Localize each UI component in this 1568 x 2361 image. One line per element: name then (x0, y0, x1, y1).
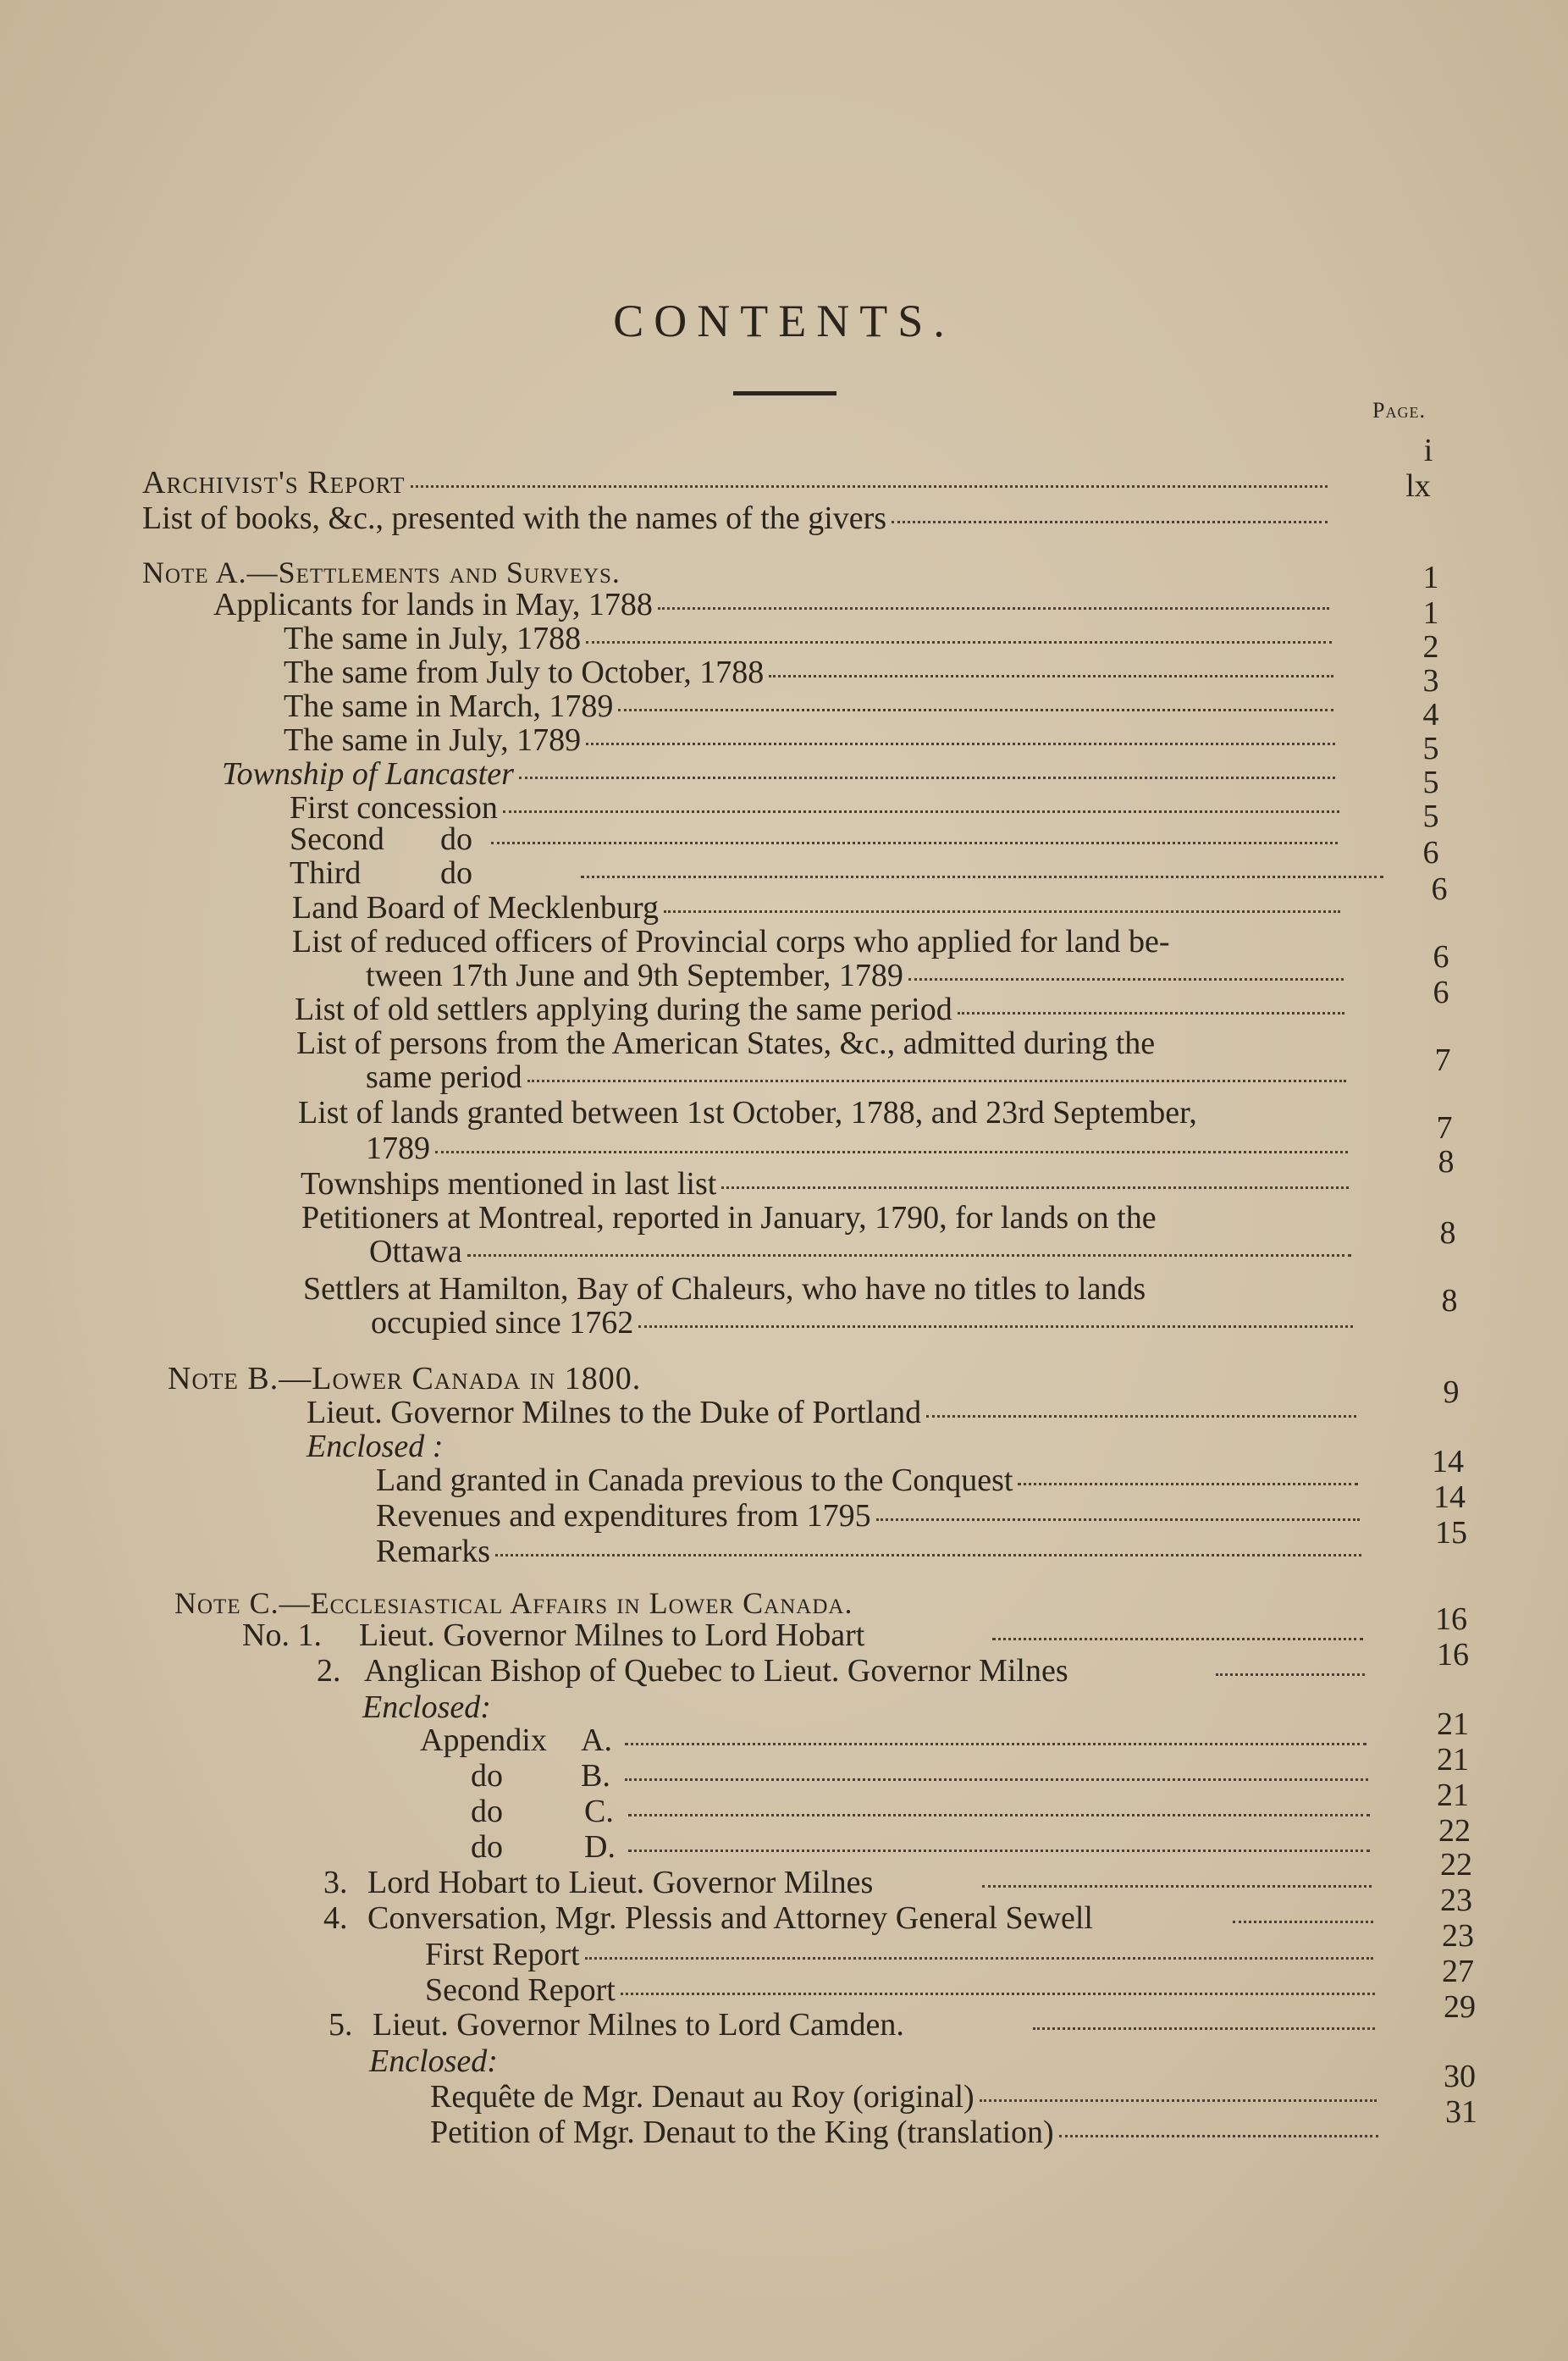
entry-label: Revenues and expenditures from 1795 (376, 1498, 871, 1534)
page-number: 2 (1422, 629, 1439, 665)
enclosed-label: Enclosed: (362, 1689, 491, 1725)
entry-number: 5. (329, 2007, 353, 2043)
entry-label: Requête de Mgr. Denaut au Roy (original) (430, 2079, 974, 2115)
entry-label: Third (290, 855, 362, 891)
toc-entry[interactable] (284, 654, 1333, 691)
toc-entry[interactable] (213, 586, 1329, 623)
toc-entry[interactable] (366, 1059, 1346, 1096)
entry-number: 3. (323, 1865, 348, 1900)
leader-dots (586, 743, 1335, 745)
ditto-mark: do (471, 1829, 503, 1865)
toc-entry[interactable] (222, 755, 1335, 793)
enclosed-label: Enclosed : (306, 1429, 444, 1464)
page-number: 3 (1422, 663, 1439, 699)
leader-dots (1033, 2027, 1375, 2030)
page-number: 16 (1437, 1637, 1469, 1673)
entry-label: Anglican Bishop of Quebec to Lieut. Governor Milnes (364, 1653, 1068, 1689)
page-number: 21 (1437, 1778, 1469, 1813)
toc-entry-archivist-report[interactable] (142, 464, 1328, 501)
entry-label: List of books, &c., presented with the names of the givers (142, 500, 887, 536)
toc-entry-line: Petitioners at Montreal, reported in January, 1790, for lands on the (301, 1200, 1157, 1236)
toc-entry[interactable] (376, 1462, 1358, 1499)
leader-dots (658, 607, 1329, 610)
page-number: 14 (1432, 1444, 1464, 1479)
leader-dots (876, 1518, 1360, 1521)
page-number: 16 (1435, 1601, 1467, 1637)
entry-label: Conversation, Mgr. Plessis and Attorney General Sewell (367, 1900, 1093, 1936)
leader-dots (628, 1850, 1370, 1852)
page-number: 1 (1422, 595, 1439, 631)
page-number: 22 (1438, 1813, 1471, 1849)
toc-entry[interactable] (284, 688, 1333, 725)
entry-label: Land Board of Mecklenburg (292, 890, 660, 926)
entry-label: Lieut. Governor Milnes to the Duke of Portland (306, 1395, 922, 1430)
entry-label: Second Report (425, 1972, 616, 2008)
page-number: 7 (1434, 1042, 1451, 1078)
page-number: i (1423, 433, 1433, 468)
leader-dots (495, 1554, 1361, 1556)
entry-label: Remarks (376, 1534, 491, 1569)
page-number: 27 (1442, 1954, 1474, 1989)
page-number: 22 (1440, 1847, 1472, 1883)
leader-dots (638, 1325, 1353, 1328)
toc-entry[interactable] (430, 2078, 1377, 2115)
entry-label: Ottawa (369, 1234, 462, 1269)
entry-label: List of old settlers applying during the same period (295, 992, 952, 1027)
ditto-mark: do (440, 855, 472, 891)
entry-label: Applicants for lands in May, 1788 (213, 587, 653, 622)
leader-dots (664, 910, 1340, 913)
page-number: 5 (1422, 731, 1439, 766)
toc-entry-line: List of persons from the American States, &c., admitted during the (296, 1026, 1156, 1061)
entry-number: 2. (317, 1653, 341, 1689)
page-number: 8 (1439, 1215, 1456, 1251)
toc-entry-line: Settlers at Hamilton, Bay of Chaleurs, who have no titles to lands (303, 1271, 1146, 1307)
entry-label: Archivist's Report (142, 465, 406, 500)
ditto-mark: do (471, 1758, 503, 1794)
leader-dots (581, 876, 1383, 878)
page-column-heading: Page. (1372, 398, 1426, 423)
toc-entry-list-books[interactable] (142, 500, 1328, 537)
page-number: 6 (1433, 975, 1449, 1010)
entry-label: The same from July to October, 1788 (284, 655, 765, 690)
toc-entry[interactable] (425, 1971, 1375, 2009)
entry-label: Petition of Mgr. Denaut to the King (translation) (430, 2115, 1054, 2150)
toc-entry[interactable] (284, 620, 1332, 657)
section-heading-note-b: Note B.—Lower Canada in 1800. (168, 1361, 642, 1396)
entry-label: Township of Lancaster (222, 756, 514, 792)
toc-entry-line: List of lands granted between 1st October, 1788, and 23rd September, (298, 1095, 1197, 1131)
leader-dots (628, 1814, 1370, 1816)
leader-dots (908, 978, 1344, 981)
leader-dots (982, 1885, 1372, 1888)
entry-label: same period (366, 1059, 522, 1095)
toc-entry[interactable] (366, 1130, 1348, 1167)
page-number: 4 (1422, 697, 1439, 733)
leader-dots (585, 1957, 1373, 1960)
toc-entry[interactable] (371, 1304, 1353, 1341)
entry-label: First concession (290, 790, 498, 826)
ditto-mark: do (471, 1794, 503, 1829)
toc-entry[interactable] (369, 1233, 1351, 1270)
entry-label: occupied since 1762 (371, 1305, 634, 1341)
toc-entry[interactable] (306, 1394, 1356, 1431)
entry-label: Land granted in Canada previous to the Conquest (376, 1462, 1013, 1498)
toc-entry[interactable] (284, 722, 1335, 759)
enclosed-label: Enclosed: (369, 2043, 498, 2079)
leader-dots (467, 1254, 1351, 1257)
leader-dots (527, 1080, 1346, 1082)
page-number: 5 (1422, 799, 1439, 834)
toc-entry[interactable] (376, 1533, 1361, 1570)
leader-dots (491, 842, 1338, 844)
leader-dots (435, 1151, 1348, 1153)
leader-dots (958, 1012, 1344, 1015)
page-number: lx (1405, 468, 1431, 504)
leader-dots (1059, 2135, 1378, 2137)
toc-entry[interactable] (376, 1497, 1360, 1534)
entry-label: The same in July, 1789 (284, 722, 582, 758)
leader-dots (992, 1638, 1363, 1640)
toc-entry[interactable] (292, 889, 1340, 926)
leader-dots (721, 1186, 1349, 1189)
toc-entry[interactable] (366, 957, 1344, 994)
page-number: 8 (1438, 1144, 1455, 1180)
entry-label: The same in July, 1788 (284, 621, 582, 656)
toc-entry[interactable] (430, 2114, 1378, 2151)
entry-label: Townships mentioned in last list (301, 1166, 717, 1202)
section-heading-note-a: Note A.—Settlements and Surveys. (142, 556, 621, 589)
entry-label: Appendix (420, 1722, 547, 1758)
page-number: 23 (1442, 1918, 1474, 1954)
entry-label: tween 17th June and 9th September, 1789 (366, 958, 903, 993)
entry-number: No. 1. (242, 1617, 322, 1653)
appendix-letter: A. (581, 1722, 612, 1758)
entry-label: Lieut. Governor Milnes to Lord Hobart (359, 1617, 865, 1653)
page-number: 31 (1445, 2094, 1477, 2130)
page-number: 1 (1422, 560, 1439, 595)
section-heading-note-c: Note C.—Ecclesiastical Affairs in Lower Canada. (174, 1586, 853, 1620)
entry-label: Lieut. Governor Milnes to Lord Camden. (373, 2007, 904, 2043)
appendix-letter: B. (581, 1758, 610, 1794)
toc-entry-line: List of reduced officers of Provincial corps who applied for land be- (292, 924, 1170, 959)
page-number: 21 (1437, 1706, 1469, 1742)
leader-dots (586, 641, 1332, 644)
page-number: 6 (1431, 871, 1448, 907)
leader-dots (1216, 1673, 1365, 1676)
entry-number: 4. (323, 1900, 348, 1936)
page-number: 30 (1444, 2059, 1476, 2094)
page-number: 15 (1435, 1515, 1467, 1551)
leader-dots (625, 1743, 1366, 1745)
toc-entry[interactable] (295, 991, 1344, 1028)
toc-entry[interactable] (425, 1936, 1373, 1973)
appendix-letter: D. (584, 1829, 616, 1865)
leader-dots (411, 485, 1328, 488)
leader-dots (503, 810, 1339, 813)
page-number: 5 (1422, 765, 1439, 800)
entry-label: Lord Hobart to Lieut. Governor Milnes (367, 1865, 874, 1900)
leader-dots (769, 675, 1333, 677)
leader-dots (1233, 1921, 1373, 1923)
leader-dots (980, 2099, 1377, 2102)
entry-label: 1789 (366, 1131, 430, 1166)
leader-dots (618, 709, 1333, 711)
leader-dots (926, 1415, 1356, 1418)
leader-dots (625, 1778, 1368, 1781)
leader-dots (621, 1993, 1375, 1995)
page-number: 14 (1433, 1479, 1466, 1515)
title-rule (733, 391, 836, 395)
page-number: 6 (1422, 835, 1439, 871)
page-number: 9 (1443, 1374, 1460, 1410)
leader-dots (1018, 1483, 1358, 1485)
page-title: CONTENTS. (613, 296, 955, 346)
entry-label: Second (290, 821, 384, 857)
page-number: 7 (1436, 1110, 1453, 1146)
page-number: 29 (1444, 1989, 1476, 2025)
leader-dots (892, 521, 1328, 523)
page-number: 8 (1441, 1283, 1458, 1319)
entry-label: The same in March, 1789 (284, 688, 614, 724)
page-number: 23 (1440, 1883, 1472, 1918)
page-number: 6 (1433, 939, 1449, 975)
toc-entry[interactable] (301, 1165, 1349, 1203)
ditto-mark: do (440, 821, 472, 857)
appendix-letter: C. (584, 1794, 614, 1829)
entry-label: First Report (425, 1937, 580, 1972)
page-number: 21 (1437, 1742, 1469, 1778)
leader-dots (519, 777, 1335, 779)
